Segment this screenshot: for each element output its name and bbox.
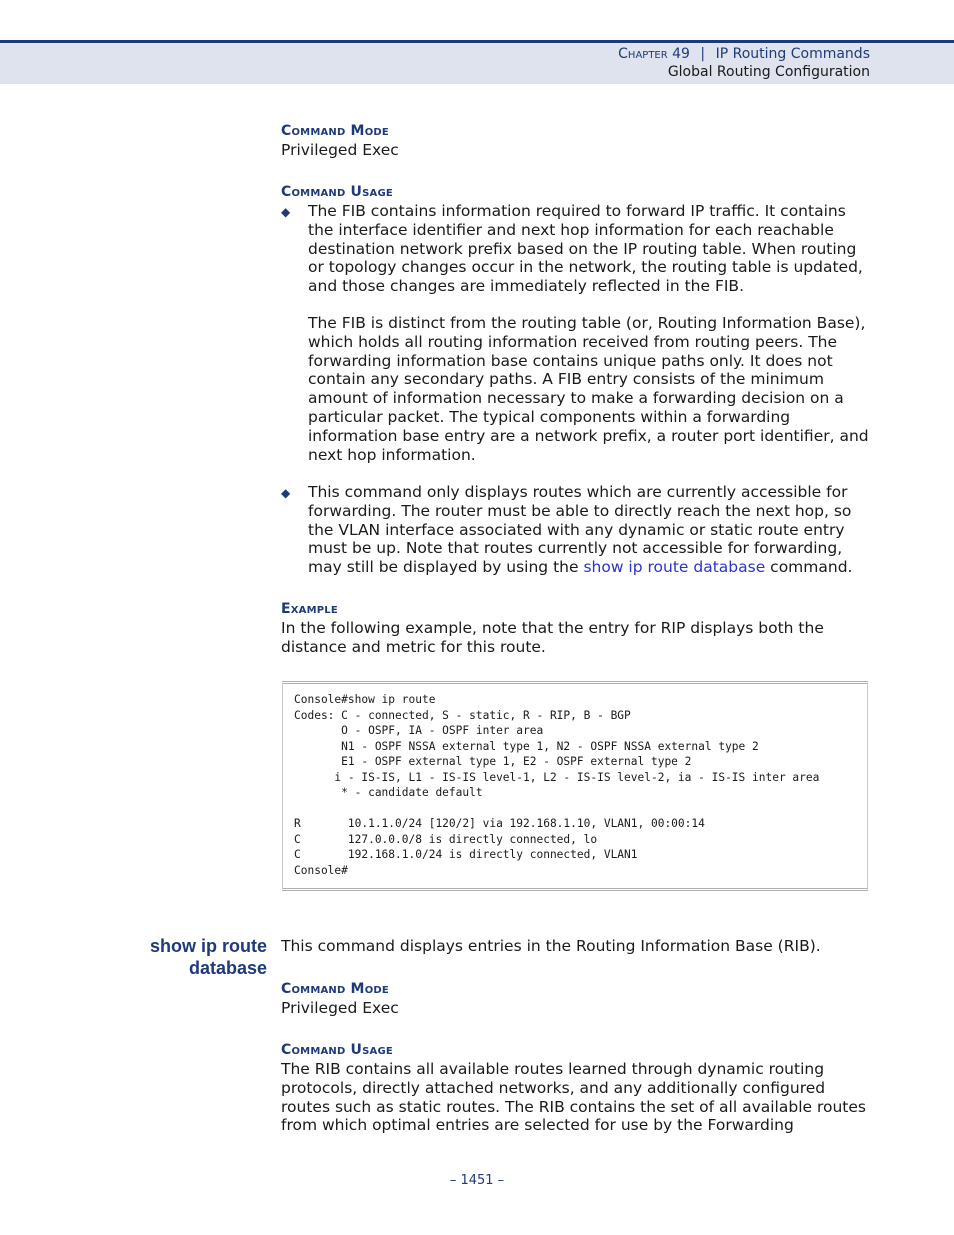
running-header-section: Global Routing Configuration <box>667 64 870 80</box>
command-intro: This command displays entries in the Routing Information Base (RIB). <box>281 937 821 955</box>
command-usage-text-2: The RIB contains all available routes learned through dynamic routing protocols, directly attached networks, and any additionally configured routes such as static routes. The RIB contains the set of all available routes from which optimal entries are selected for use by the Forwarding <box>281 1060 866 1135</box>
command-title-line2: database <box>188 958 267 978</box>
command-mode-text-2: Privileged Exec <box>281 999 399 1017</box>
bullet2-text-pre: This command only displays routes which are currently accessible for forwarding. The router must be able to directly reach the next hop, so the VLAN interface associated with any dynamic or static route entry must be up. Note that routes currently not accessible for forwarding, may still be displayed by using the <box>308 483 852 577</box>
running-header-chapter <box>618 46 870 62</box>
page-number: – 1451 – <box>449 1173 505 1188</box>
command-title <box>150 935 267 979</box>
bullet2-paragraph <box>308 483 874 577</box>
command-usage-heading: Command Usage <box>281 184 393 200</box>
code-example: Console#show ip route Codes: C - connected, S - static, R - RIP, B - BGP O - OSPF, IA - OSPF inter area N1 - OSPF NSSA external type 1, N2 - OSPF NSSA external type 2 E1 - OSPF external type 1, E2 - OSPF external type 2 i - IS-IS, L1 - IS-IS level-1, L2 - IS-IS level-2, ia - IS-IS inter area * - candidate default R 10.1.1.0/24 [120/2] via 192.168.1.10, VLAN1, 00:00:14 C 127.0.0.0/8 is directly connected, lo C 192.168.1.0/24 is directly connected, VLAN1 Console# <box>294 693 820 878</box>
command-usage-heading-2: Command Usage <box>281 1042 393 1058</box>
header-separator: | <box>700 46 706 62</box>
bullet1-paragraph1: The FIB contains information required to forward IP traffic. It contains the interface identifier and next hop information for each reachable destination network prefix based on the IP routing table. When routing or topology changes occur in the network, the routing table is updated, and those changes are immediately reflected in the FIB. <box>308 202 863 296</box>
command-mode-text: Privileged Exec <box>281 141 399 159</box>
command-title-line1: show ip route <box>150 936 267 956</box>
bullet-diamond-icon: ◆ <box>281 486 291 500</box>
bullet-diamond-icon: ◆ <box>281 205 291 219</box>
command-mode-heading-2: Command Mode <box>281 981 389 997</box>
show-ip-route-database-link[interactable]: show ip route database <box>583 558 766 577</box>
command-mode-heading: Command Mode <box>281 123 389 139</box>
chapter-title: IP Routing Commands <box>715 46 870 62</box>
bullet1-paragraph2: The FIB is distinct from the routing table (or, Routing Information Base), which holds all routing information received from routing peers. The forwarding information base contains unique paths only. It does not contain any secondary paths. A FIB entry consists of the minimum amount of information necessary to make a forwarding decision on a particular packet. The typical components within a forwarding information base entry are a network prefix, a router port identifier, and next hop information. <box>308 314 869 464</box>
chapter-label: Chapter 49 <box>618 46 690 62</box>
example-heading: Example <box>281 601 338 617</box>
bullet2-text-post: command. <box>765 558 853 577</box>
example-text: In the following example, note that the entry for RIP displays both the distance and metric for this route. <box>281 619 824 656</box>
